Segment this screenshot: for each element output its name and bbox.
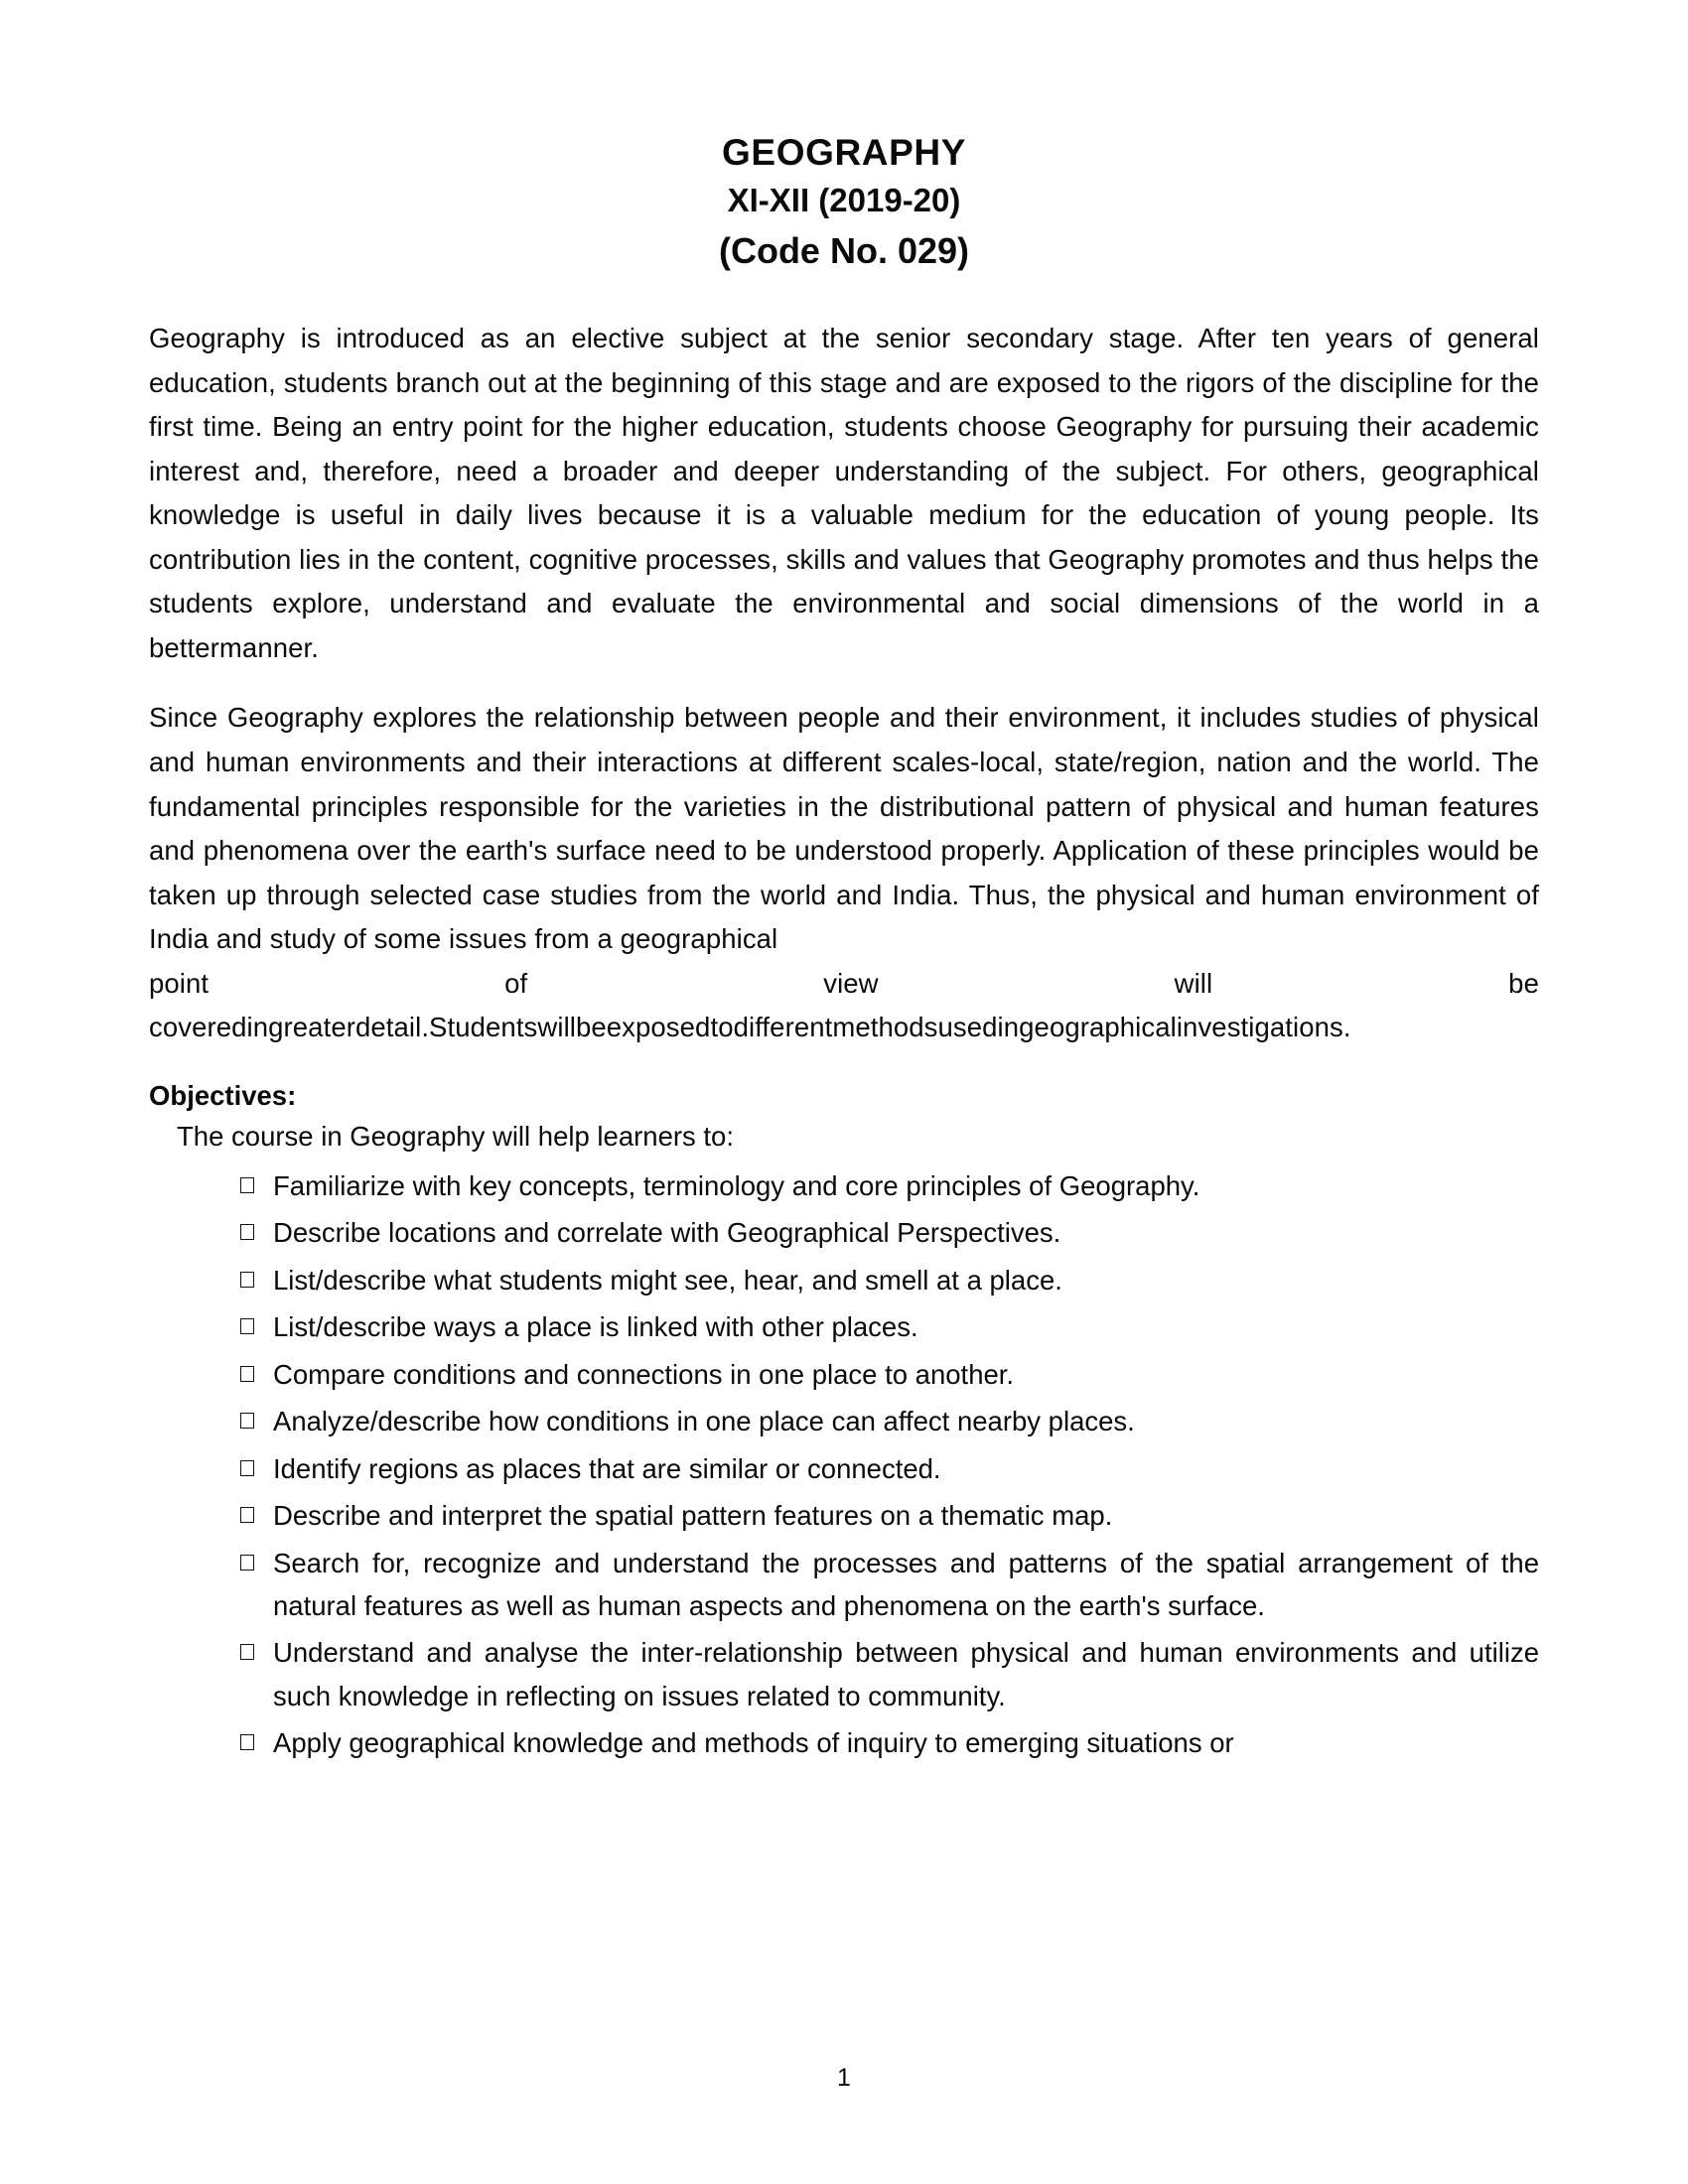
page-subtitle-code: (Code No. 029) (718, 230, 970, 272)
intro-paragraph-2-body: Since Geography explores the relationship between people and their environment, it includes studies of physical and human environments and their interactions at different scales-local, state/region, nation and the world. The fundamental principles responsible for the varieties in the distributional pattern of physical and human features and phenomena over the earth's surface need to be understood properly. Application of these principles would be taken up through selected case studies from the world and India. Thus, the physical and human environment of India and study of some issues from a geographical (149, 702, 1539, 955)
spread-word-of: of (504, 967, 528, 999)
square-bullet-icon (240, 1413, 254, 1429)
list-item (149, 1400, 1539, 1442)
list-item-text: Familiarize with key concepts, terminology and core principles of Geography. (273, 1170, 1200, 1202)
list-item (149, 1164, 1539, 1207)
list-item-text: Describe and interpret the spatial pattern features on a thematic map. (273, 1500, 1113, 1532)
page-subtitle-classes: XI-XII (2019-20) (727, 182, 961, 219)
list-item (149, 1447, 1539, 1490)
list-item (149, 1631, 1539, 1717)
objectives-list (149, 1164, 1539, 1765)
square-bullet-icon (240, 1460, 254, 1476)
list-item-text: Search for, recognize and understand the processes and patterns of the spatial arrangement of the natural features as well as human aspects and phenomena on the earth's surface. (273, 1547, 1539, 1621)
objectives-lead-in: The course in Geography will help learners to: (177, 1120, 734, 1152)
spread-word-will: will (1174, 967, 1213, 999)
intro-paragraph-2-runon-text: coveredingreaterdetail.Studentswillbeexposedtodifferentmethodsusedingeographicalinvestigations. (149, 1012, 1351, 1043)
page-number: 1 (837, 2064, 851, 2092)
list-item (149, 1542, 1539, 1628)
list-item-text: Describe locations and correlate with Geographical Perspectives. (273, 1217, 1061, 1249)
list-item-text: Analyze/describe how conditions in one place can affect nearby places. (273, 1406, 1135, 1437)
intro-paragraph-1: Geography is introduced as an elective subject at the senior secondary stage. After ten years of general education, students branch out at the beginning of this stage and are exposed to the rigors of the discipline for the first time. Being an entry point for the higher education, students choose Geography for pursuing their academic interest and, therefore, need a broader and deeper understanding of the subject. For others, geographical knowledge is useful in daily lives because it is a valuable medium for the education of young people. Its contribution lies in the content, cognitive processes, skills and values that Geography promotes and thus helps the students explore, understand and evaluate the environmental and social dimensions of the world in a bettermanner. (149, 323, 1539, 663)
page-title: GEOGRAPHY (722, 132, 966, 173)
square-bullet-icon (240, 1555, 254, 1570)
list-item-text: Understand and analyse the inter-relationship between physical and human environments and utilize such knowledge in reflecting on issues related to community. (273, 1637, 1539, 1711)
square-bullet-icon (240, 1366, 254, 1382)
list-item-text: Compare conditions and connections in one place to another. (273, 1358, 1015, 1390)
intro-paragraph-2 (149, 696, 1539, 1049)
list-item (149, 1494, 1539, 1537)
list-item (149, 1211, 1539, 1254)
list-item-text: Apply geographical knowledge and methods of inquiry to emerging situations or (273, 1727, 1234, 1759)
list-item (149, 1305, 1539, 1348)
list-item-text: List/describe ways a place is linked with other places. (273, 1311, 918, 1343)
spread-word-view: view (823, 967, 879, 999)
list-item-text: Identify regions as places that are similar or connected. (273, 1452, 941, 1484)
square-bullet-icon (240, 1644, 254, 1660)
square-bullet-icon (240, 1224, 254, 1240)
square-bullet-icon (240, 1507, 254, 1523)
square-bullet-icon (240, 1272, 254, 1288)
spread-word-point: point (149, 967, 210, 999)
square-bullet-icon (240, 1177, 254, 1193)
list-item (149, 1353, 1539, 1396)
list-item (149, 1259, 1539, 1301)
spread-word-be: be (1508, 967, 1539, 999)
title-block (149, 129, 1539, 275)
square-bullet-icon (240, 1318, 254, 1334)
objectives-heading: Objectives: (149, 1079, 297, 1111)
list-item-text: List/describe what students might see, hear, and smell at a place. (273, 1264, 1062, 1296)
intro-paragraph-2-spread-line (149, 962, 1539, 1007)
square-bullet-icon (240, 1734, 254, 1750)
list-item (149, 1721, 1539, 1764)
